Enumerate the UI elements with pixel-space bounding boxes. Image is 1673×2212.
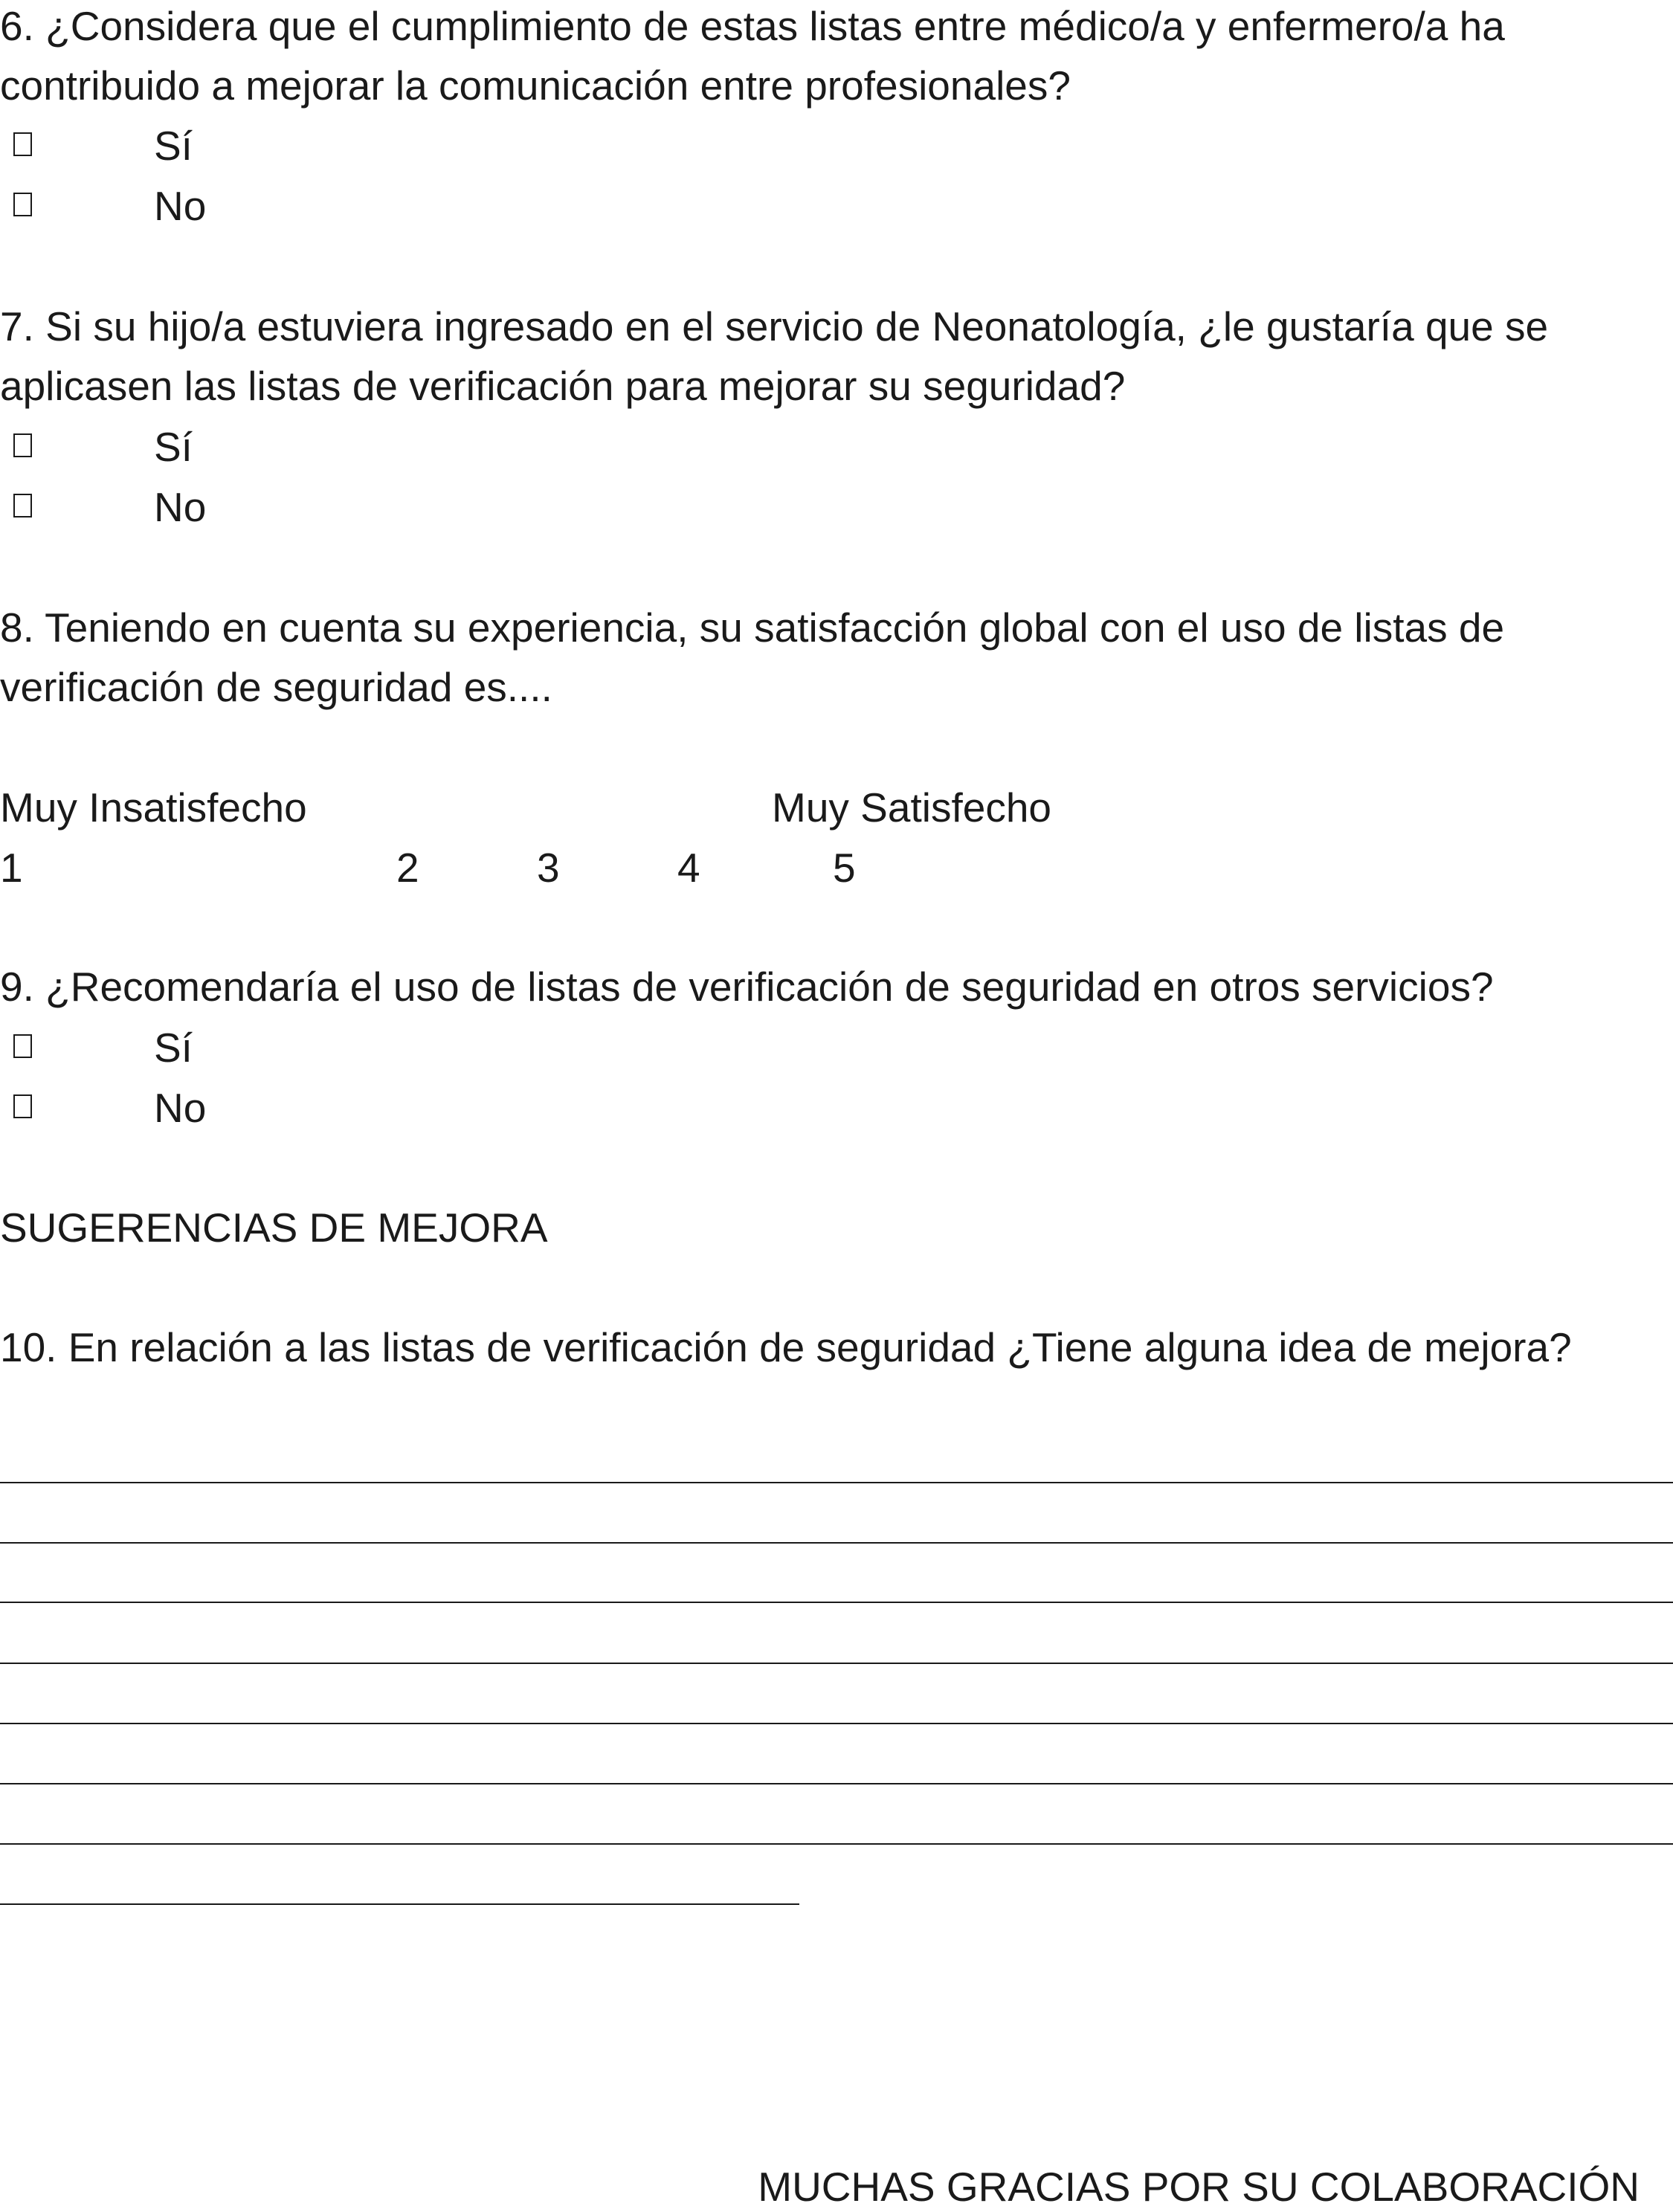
q7-text-line2: aplicasen las listas de verificación para mejorar su seguridad?	[0, 363, 1126, 409]
q6-text-line1: 6. ¿Considera que el cumplimiento de estas listas entre médico/a y enfermero/a ha	[0, 3, 1505, 49]
q8-scale-low-label: Muy Insatisfecho	[0, 784, 307, 831]
q8-scale-option-2[interactable]: 2	[396, 845, 419, 891]
q6-yes-checkbox[interactable]	[13, 132, 32, 156]
answer-line[interactable]	[0, 1843, 1673, 1845]
answer-line[interactable]	[0, 1602, 1673, 1603]
q9-yes-checkbox[interactable]	[13, 1034, 32, 1058]
q7-no-label: No	[154, 484, 207, 530]
q8-scale-option-1[interactable]: 1	[0, 845, 23, 891]
q6-no-checkbox[interactable]	[13, 193, 32, 216]
closing-thanks: MUCHAS GRACIAS POR SU COLABORACIÓN	[758, 2164, 1640, 2210]
q7-yes-label: Sí	[154, 424, 193, 470]
q9-no-checkbox[interactable]	[13, 1094, 32, 1118]
q7-yes-checkbox[interactable]	[13, 433, 32, 457]
q9-text-line1: 9. ¿Recomendaría el uso de listas de verificación de seguridad en otros servicios?	[0, 964, 1494, 1010]
q9-no-label: No	[154, 1085, 207, 1131]
answer-line[interactable]	[0, 1903, 799, 1905]
q8-scale-option-4[interactable]: 4	[677, 845, 700, 891]
q8-text-line1: 8. Teniendo en cuenta su experiencia, su satisfacción global con el uso de listas de	[0, 604, 1505, 651]
q6-yes-label: Sí	[154, 123, 193, 169]
q8-text-line2: verificación de seguridad es....	[0, 664, 552, 710]
q7-text-line1: 7. Si su hijo/a estuviera ingresado en el servicio de Neonatología, ¿le gustaría que se	[0, 303, 1549, 349]
answer-line[interactable]	[0, 1542, 1673, 1544]
q7-no-checkbox[interactable]	[13, 494, 32, 517]
q6-text-line2: contribuido a mejorar la comunicación entre profesionales?	[0, 62, 1071, 109]
answer-line[interactable]	[0, 1663, 1673, 1664]
q10-text-line1: 10. En relación a las listas de verificación de seguridad ¿Tiene alguna idea de mejora?	[0, 1324, 1572, 1370]
q8-scale-high-label: Muy Satisfecho	[772, 784, 1052, 831]
answer-line[interactable]	[0, 1723, 1673, 1724]
q6-no-label: No	[154, 183, 207, 229]
answer-line[interactable]	[0, 1482, 1673, 1483]
q9-yes-label: Sí	[154, 1025, 193, 1071]
section-heading-suggestions: SUGERENCIAS DE MEJORA	[0, 1205, 548, 1251]
q8-scale-option-3[interactable]: 3	[537, 845, 560, 891]
answer-line[interactable]	[0, 1783, 1673, 1784]
q8-scale-option-5[interactable]: 5	[833, 845, 856, 891]
